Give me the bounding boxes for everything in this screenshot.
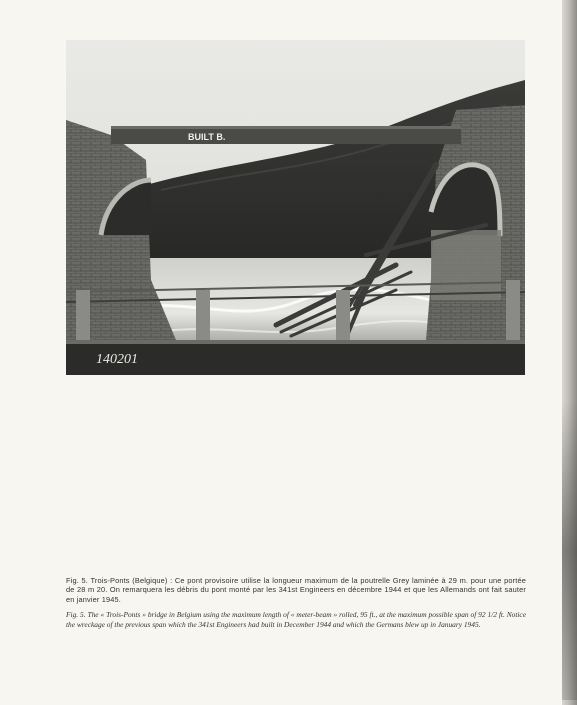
negative-number: 140201 [96,352,138,367]
caption-english: Fig. 5. The « Trois-Ponts » bridge in Belgium using the maximum length of « meter-beam » rolled, 95 ft., at the maximum possible span of 92 1/2 ft. Notice the wreckage of the previous span which the 341st Engineers had built in December 1944 and which the Germans blew up in January 1945. [66,610,526,629]
figure-caption [66,576,526,635]
caption-french: Fig. 5. Trois-Ponts (Belgique) : Ce pont provisoire utilise la longueur maximum de la poutrelle Grey laminée à 29 m. pour une portée de 28 m 20. On remarquera les débris du pont monté par les 341st Engineers en décembre 1944 et que les Allemands ont fait sauter en janvier 1945. [66,576,526,604]
beam-marking: BUILT B. [188,132,226,142]
bridge-photograph [66,40,525,375]
page-edge-shadow [562,400,577,700]
